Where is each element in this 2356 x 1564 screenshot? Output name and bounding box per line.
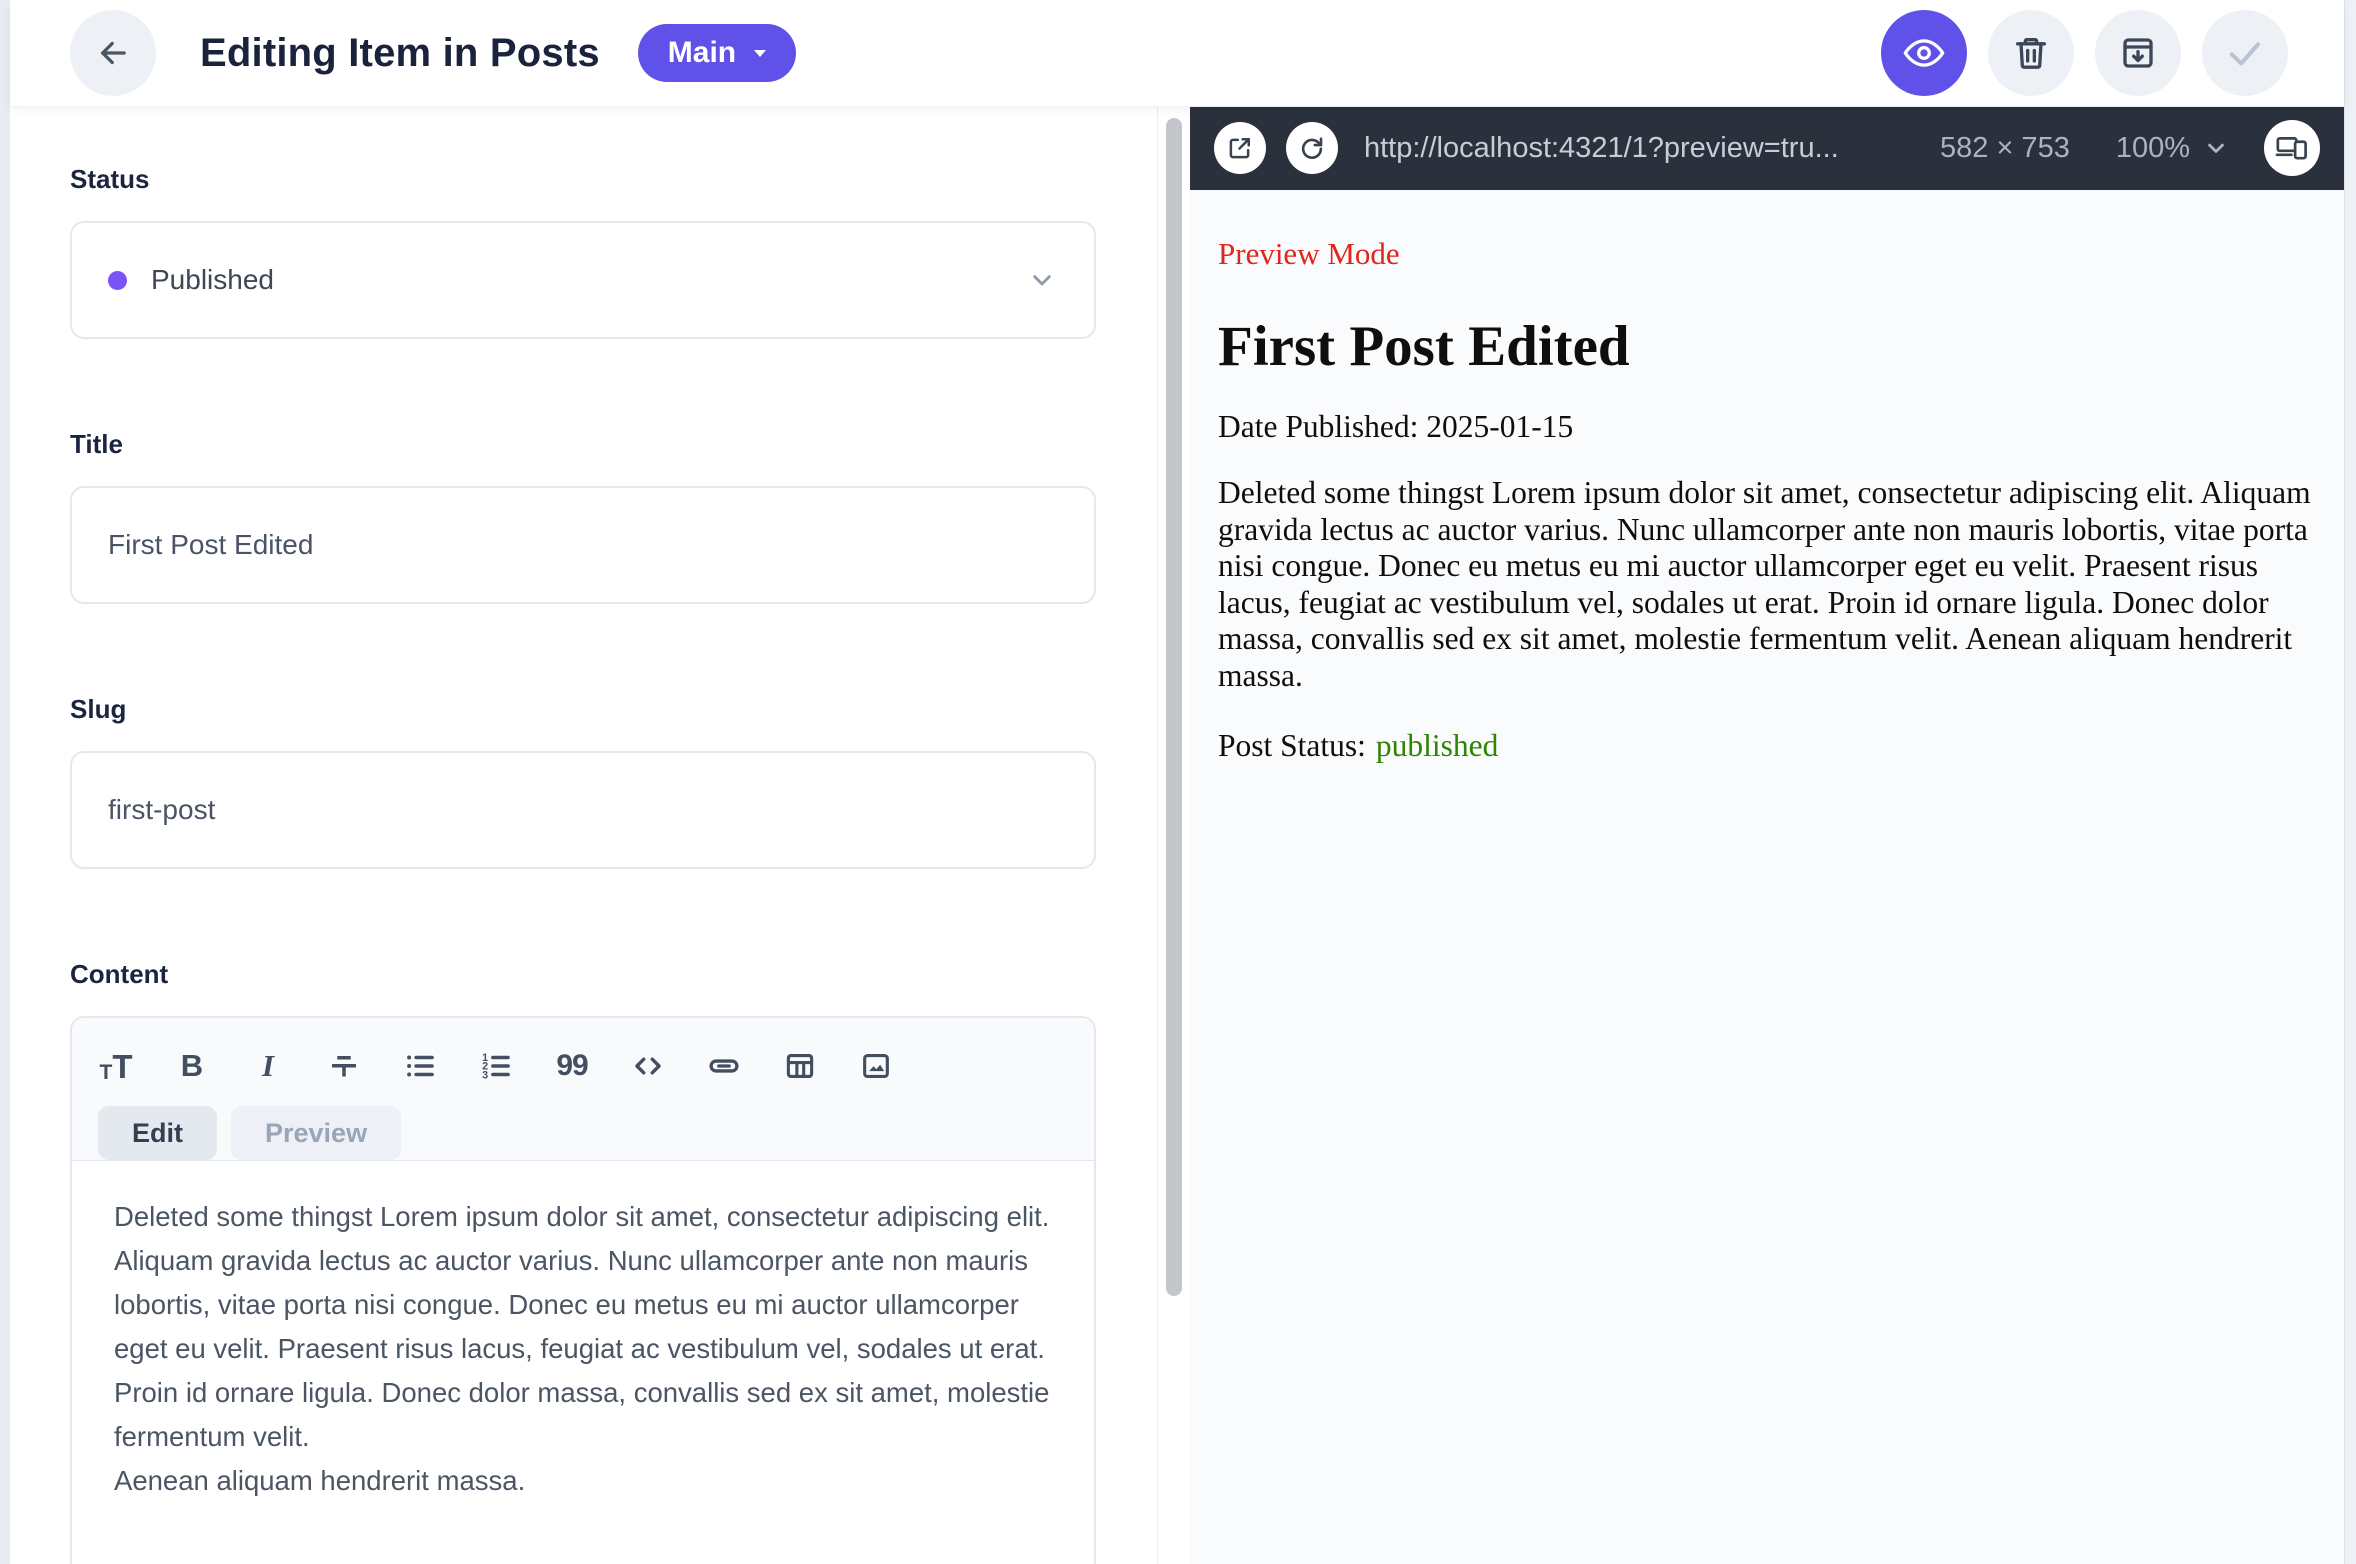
preview-status-line bbox=[1218, 728, 2316, 764]
preview-toggle-button[interactable] bbox=[1881, 10, 1967, 96]
branch-selector-button[interactable] bbox=[638, 24, 796, 82]
heading-button[interactable] bbox=[98, 1044, 134, 1088]
bold-button[interactable] bbox=[174, 1044, 210, 1088]
zoom-level-value: 100% bbox=[2115, 131, 2190, 164]
ordered-list-icon bbox=[479, 1049, 513, 1083]
archive-download-icon bbox=[2118, 33, 2158, 73]
preview-url-field[interactable]: http://localhost:4321/1?preview=tru... bbox=[1364, 131, 1839, 164]
open-external-button[interactable] bbox=[1214, 122, 1266, 174]
strikethrough-button[interactable] bbox=[326, 1044, 362, 1088]
table-button[interactable] bbox=[782, 1044, 818, 1088]
status-label: Status bbox=[70, 164, 150, 194]
content-label: Content bbox=[70, 959, 169, 989]
bullet-list-button[interactable] bbox=[402, 1044, 438, 1088]
confirm-save-button[interactable] bbox=[2202, 10, 2288, 96]
browser-bar-right bbox=[1940, 120, 2320, 176]
slug-field-group bbox=[70, 694, 1096, 869]
heading-icon: T T bbox=[99, 1047, 133, 1085]
tab-preview[interactable]: Preview bbox=[231, 1106, 401, 1160]
preview-mode-banner: Preview Mode bbox=[1218, 236, 1400, 271]
status-field-group bbox=[70, 164, 1096, 339]
editor-toolbar bbox=[72, 1018, 1094, 1161]
content-field-group bbox=[70, 959, 1096, 1564]
save-draft-button[interactable] bbox=[2095, 10, 2181, 96]
title-label: Title bbox=[70, 429, 123, 459]
eye-icon bbox=[1902, 31, 1946, 75]
preview-browser-bar bbox=[1190, 106, 2344, 190]
table-icon bbox=[783, 1049, 817, 1083]
image-icon bbox=[859, 1049, 893, 1083]
bold-icon: B bbox=[180, 1048, 204, 1083]
svg-text:1: 1 bbox=[482, 1051, 489, 1064]
link-button[interactable] bbox=[706, 1044, 742, 1088]
preview-heading: First Post Edited bbox=[1218, 315, 1630, 378]
devices-icon bbox=[2275, 131, 2309, 165]
blockquote-icon: 99 bbox=[556, 1049, 588, 1082]
back-button[interactable] bbox=[70, 10, 156, 96]
caret-down-icon bbox=[748, 41, 772, 65]
italic-button[interactable] bbox=[250, 1044, 286, 1088]
chevron-down-icon bbox=[1026, 264, 1058, 296]
svg-text:3: 3 bbox=[482, 1069, 489, 1082]
form-scrollbar-track[interactable] bbox=[1158, 106, 1190, 1564]
code-button[interactable] bbox=[630, 1044, 666, 1088]
image-button[interactable] bbox=[858, 1044, 894, 1088]
preview-body-paragraph: Deleted some thingst Lorem ipsum dolor sit amet, consectetur adipiscing elit. Aliquam gravida lectus ac auctor varius. Nunc ullamcorper ante non mauris lobortis, vitae porta nisi congue. Donec eu metus eu mi auctor ullamcorper eget eu velit. Praesent risus lacus, feugiat ac vestibulum vel, sodales ut erat. Proin id ornare ligula. Donec dolor massa, convallis sed ex sit amet, molestie fermentum velit. Aenean aliquam hendrerit massa. bbox=[1218, 475, 2311, 693]
italic-icon: I bbox=[261, 1048, 275, 1083]
edit-form-panel bbox=[10, 106, 1158, 1564]
arrow-left-icon bbox=[94, 34, 132, 72]
link-icon bbox=[706, 1048, 742, 1084]
left-edge-strip bbox=[0, 0, 10, 1564]
editor-tabs bbox=[98, 1106, 1068, 1160]
status-dot-icon bbox=[108, 271, 127, 290]
external-link-icon bbox=[1225, 133, 1255, 163]
reload-preview-button[interactable] bbox=[1286, 122, 1338, 174]
code-icon bbox=[631, 1049, 665, 1083]
check-icon bbox=[2224, 32, 2266, 74]
preview-status-value: published bbox=[1375, 728, 1499, 764]
reload-icon bbox=[1297, 133, 1327, 163]
header-bar bbox=[10, 0, 2344, 106]
svg-text:2: 2 bbox=[482, 1060, 489, 1073]
device-preview-button[interactable] bbox=[2264, 120, 2320, 176]
blockquote-button[interactable] bbox=[554, 1044, 590, 1088]
workspace bbox=[10, 106, 2344, 1564]
strikethrough-icon bbox=[327, 1049, 361, 1083]
header-actions bbox=[1881, 10, 2288, 96]
branch-selector-label: Main bbox=[667, 36, 737, 69]
bullet-list-icon bbox=[403, 1049, 437, 1083]
page-title: Editing Item in Posts bbox=[200, 30, 600, 75]
delete-button[interactable] bbox=[1988, 10, 2074, 96]
tab-edit[interactable]: Edit bbox=[98, 1106, 217, 1160]
trash-icon bbox=[2011, 33, 2051, 73]
title-input[interactable] bbox=[70, 486, 1096, 604]
preview-page bbox=[1190, 190, 2344, 778]
editor-toolbar-icons bbox=[98, 1040, 1068, 1092]
slug-label: Slug bbox=[70, 694, 127, 724]
title-field-group bbox=[70, 429, 1096, 604]
viewport-dimensions: 582 × 753 bbox=[1940, 131, 2070, 164]
preview-status-label: Post Status: bbox=[1218, 728, 1366, 764]
ordered-list-button[interactable] bbox=[478, 1044, 514, 1088]
content-textarea[interactable] bbox=[72, 1161, 1094, 1564]
status-select[interactable] bbox=[70, 221, 1096, 339]
preview-date-line: Date Published: 2025-01-15 bbox=[1218, 409, 1574, 444]
preview-panel bbox=[1190, 106, 2344, 1564]
form-scrollbar-thumb[interactable] bbox=[1166, 118, 1182, 1296]
status-select-value: Published bbox=[151, 264, 274, 295]
zoom-level-dropdown[interactable] bbox=[2116, 132, 2230, 165]
chevron-down-icon bbox=[2202, 134, 2230, 162]
slug-input[interactable] bbox=[70, 751, 1096, 869]
content-editor bbox=[70, 1016, 1096, 1564]
right-scrollbar-track[interactable] bbox=[2344, 0, 2356, 1564]
